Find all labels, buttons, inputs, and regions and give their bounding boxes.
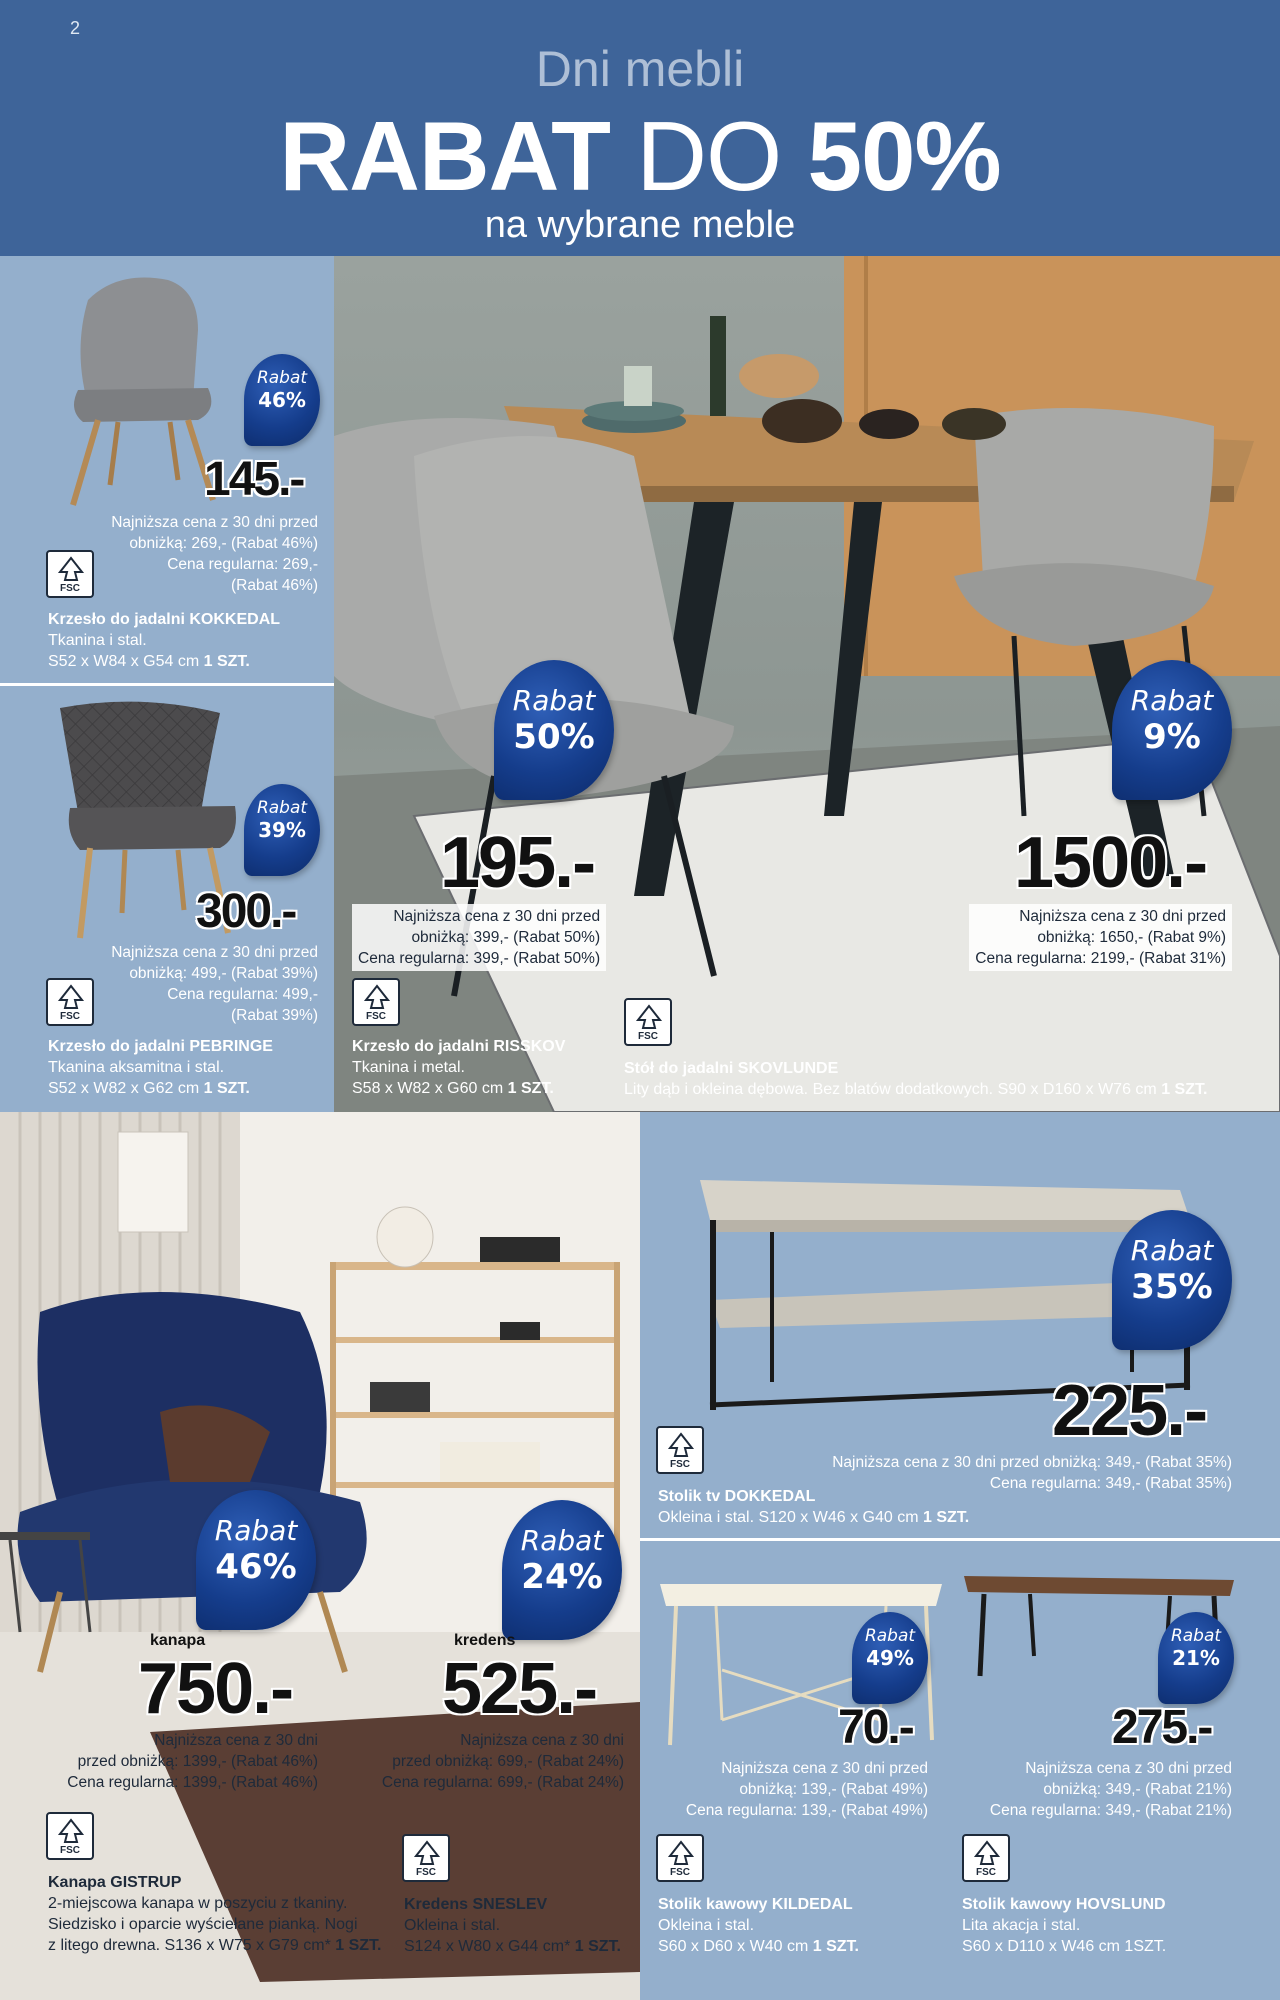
hovslund-price-note <box>952 1758 1232 1821</box>
fsc-label: FSC <box>976 1867 996 1878</box>
fsc-logo <box>624 998 672 1046</box>
product-qty: 1 SZT. <box>203 1080 250 1097</box>
badge-label: Rabat <box>1130 684 1214 717</box>
badge-value: 21% <box>1172 1646 1220 1670</box>
product-size: S124 x W80 x G44 cm* <box>404 1938 571 1955</box>
product-desc: Lita akacja i stal. <box>962 1917 1081 1934</box>
fsc-logo <box>46 1812 94 1860</box>
note-line: Najniższa cena z 30 dni przed <box>393 908 601 925</box>
header-headline <box>0 100 1280 213</box>
product-desc: Okleina i stal. S120 x W46 x G40 cm <box>658 1509 919 1526</box>
headline-value: 50% <box>807 101 1001 211</box>
kildedal-discount-badge <box>852 1612 928 1704</box>
note-line: Cena regularna: 399,- (Rabat 50%) <box>358 950 601 967</box>
note-line: (Rabat 39%) <box>230 1007 318 1024</box>
product-name: Stolik kawowy KILDEDAL <box>658 1896 853 1913</box>
pebringe-info <box>48 1036 273 1099</box>
note-line: Najniższa cena z 30 dni przed obniżką: 349,- (Rabat 35%) <box>832 1454 1232 1471</box>
skovlunde-info <box>624 1058 1207 1100</box>
fsc-label: FSC <box>670 1459 690 1470</box>
product-desc: Okleina i stal. <box>404 1917 501 1934</box>
note-line: Najniższa cena z 30 dni <box>154 1732 318 1749</box>
fsc-logo <box>46 978 94 1026</box>
product-qty: 1 SZT. <box>923 1509 970 1526</box>
note-line: Cena regularna: 499,- <box>167 986 318 1003</box>
product-name: Krzesło do jadalni KOKKEDAL <box>48 611 281 628</box>
kokkedal-price: 145.- <box>204 453 304 506</box>
note-line: (Rabat 46%) <box>230 577 318 594</box>
product-qty: 1 SZT. <box>1161 1081 1208 1098</box>
dokkedal-discount-badge <box>1112 1210 1232 1350</box>
gistrup-price: 750.- <box>138 1649 293 1729</box>
product-name: Krzesło do jadalni PEBRINGE <box>48 1038 273 1055</box>
product-name: Stół do jadalni SKOVLUNDE <box>624 1060 839 1077</box>
fsc-logo <box>962 1834 1010 1882</box>
risskov-info <box>352 1036 565 1099</box>
badge-value: 9% <box>1143 717 1201 757</box>
note-line: obniżką: 399,- (Rabat 50%) <box>411 929 601 946</box>
gistrup-discount-badge <box>196 1490 316 1630</box>
headline-strong: RABAT <box>279 101 611 211</box>
product-qty: 1 SZT. <box>812 1938 859 1955</box>
badge-label: Rabat <box>214 1514 298 1547</box>
gistrup-price-note <box>18 1730 318 1793</box>
note-line: Najniższa cena z 30 dni <box>460 1732 624 1749</box>
product-size: S58 x W82 x G60 cm <box>352 1080 504 1097</box>
skovlunde-price-note <box>969 904 1232 971</box>
hovslund-info <box>962 1894 1166 1957</box>
skovlunde-discount-badge <box>1112 660 1232 800</box>
product-desc: Lity dąb i okleina dębowa. Bez blatów dodatkowych. S90 x D160 x W76 cm <box>624 1081 1157 1098</box>
product-qty: 1 SZT. <box>203 653 250 670</box>
badge-value: 24% <box>521 1557 603 1597</box>
risskov-discount-badge <box>494 660 614 800</box>
product-desc: Tkanina aksamitna i stal. <box>48 1059 225 1076</box>
note-line: Najniższa cena z 30 dni przed <box>721 1760 928 1777</box>
fsc-logo <box>402 1834 450 1882</box>
kildedal-price-note <box>648 1758 928 1821</box>
product-name: Stolik kawowy HOVSLUND <box>962 1896 1166 1913</box>
note-line: obniżką: 1650,- (Rabat 9%) <box>1037 929 1226 946</box>
note-line: obniżką: 499,- (Rabat 39%) <box>129 965 318 982</box>
product-desc: Tkanina i stal. <box>48 632 147 649</box>
fsc-logo <box>656 1426 704 1474</box>
note-line: Cena regularna: 2199,- (Rabat 31%) <box>975 950 1226 967</box>
note-line: przed obniżką: 1399,- (Rabat 46%) <box>77 1753 318 1770</box>
badge-value: 46% <box>258 388 306 412</box>
badge-label: Rabat <box>864 1626 916 1646</box>
pebringe-price: 300.- <box>196 885 296 938</box>
badge-label: Rabat <box>1170 1626 1222 1646</box>
dokkedal-price: 225.- <box>1052 1371 1207 1451</box>
note-line: przed obniżką: 699,- (Rabat 24%) <box>392 1753 624 1770</box>
gistrup-tag: kanapa <box>150 1632 206 1649</box>
kokkedal-info <box>48 609 280 672</box>
badge-value: 49% <box>866 1646 914 1670</box>
badge-value: 46% <box>215 1547 297 1587</box>
fsc-label: FSC <box>416 1867 436 1878</box>
badge-value: 39% <box>258 818 306 842</box>
badge-label: Rabat <box>256 368 308 388</box>
kokkedal-discount-badge <box>244 354 320 446</box>
note-line: Cena regularna: 1399,- (Rabat 46%) <box>67 1774 318 1791</box>
fsc-label: FSC <box>60 1845 80 1856</box>
promo-header <box>0 0 1280 256</box>
kildedal-info <box>658 1894 859 1957</box>
fsc-label: FSC <box>366 1011 386 1022</box>
sneslev-price-note <box>324 1730 624 1793</box>
note-line: Cena regularna: 269,- <box>167 556 318 573</box>
product-desc: Tkanina i metal. <box>352 1059 465 1076</box>
badge-value: 50% <box>513 717 595 757</box>
page-number: 2 <box>70 18 81 38</box>
header-kicker: Dni mebli <box>535 41 745 97</box>
sneslev-price: 525.- <box>442 1649 597 1729</box>
note-line: Najniższa cena z 30 dni przed <box>111 514 318 531</box>
note-line: Cena regularna: 349,- (Rabat 21%) <box>989 1802 1232 1819</box>
fsc-logo <box>46 550 94 598</box>
gistrup-info <box>48 1872 381 1956</box>
product-qty: 1 SZT. <box>507 1080 554 1097</box>
product-desc: 2-miejscowa kanapa w poszyciu z tkaniny. <box>48 1895 348 1912</box>
product-name: Krzesło do jadalni RISSKOV <box>352 1038 566 1055</box>
kokkedal-chair-image[interactable] <box>48 270 228 510</box>
note-line: obniżką: 139,- (Rabat 49%) <box>739 1781 928 1798</box>
product-desc: Siedzisko i oparcie wyściełane pianką. Nogi <box>48 1916 358 1933</box>
badge-label: Rabat <box>520 1524 604 1557</box>
note-line: Cena regularna: 139,- (Rabat 49%) <box>685 1802 928 1819</box>
fsc-label: FSC <box>60 1011 80 1022</box>
kokkedal-price-note <box>58 512 318 596</box>
risskov-price-note <box>352 904 606 971</box>
note-line: Cena regularna: 349,- (Rabat 35%) <box>989 1475 1232 1492</box>
hovslund-discount-badge <box>1158 1612 1234 1704</box>
risskov-price: 195.- <box>440 823 595 903</box>
product-name: Kanapa GISTRUP <box>48 1874 182 1891</box>
sneslev-tag: kredens <box>454 1632 516 1649</box>
product-desc: z litego drewna. S136 x W75 x G79 cm* <box>48 1937 331 1954</box>
fsc-label: FSC <box>638 1031 658 1042</box>
panel-divider <box>0 683 334 686</box>
note-line: Najniższa cena z 30 dni przed <box>1019 908 1226 925</box>
badge-value: 35% <box>1131 1267 1213 1307</box>
sneslev-discount-badge <box>502 1500 622 1640</box>
product-name: Kredens SNESLEV <box>404 1896 548 1913</box>
fsc-label: FSC <box>670 1867 690 1878</box>
note-line: obniżką: 349,- (Rabat 21%) <box>1043 1781 1232 1798</box>
pebringe-discount-badge <box>244 784 320 876</box>
product-name: Stolik tv DOKKEDAL <box>658 1488 816 1505</box>
product-size: S52 x W82 x G62 cm <box>48 1080 200 1097</box>
note-line: Cena regularna: 699,- (Rabat 24%) <box>381 1774 624 1791</box>
fsc-logo <box>352 978 400 1026</box>
product-size: S60 x D60 x W40 cm <box>658 1938 809 1955</box>
header-subtitle: na wybrane meble <box>484 204 796 246</box>
note-line: obniżką: 269,- (Rabat 46%) <box>129 535 318 552</box>
product-qty: 1 SZT. <box>335 1937 382 1954</box>
pebringe-price-note <box>58 942 318 1026</box>
kildedal-price: 70.- <box>838 1701 913 1754</box>
dokkedal-info <box>658 1486 969 1528</box>
product-qty: 1 SZT. <box>574 1938 621 1955</box>
sneslev-info <box>404 1894 621 1957</box>
product-size: S52 x W84 x G54 cm <box>48 653 200 670</box>
skovlunde-price: 1500.- <box>1014 823 1207 903</box>
hovslund-price: 275.- <box>1112 1701 1212 1754</box>
product-size: S60 x D110 x W46 cm 1SZT. <box>962 1938 1167 1955</box>
badge-label: Rabat <box>256 798 308 818</box>
fsc-logo <box>656 1834 704 1882</box>
fsc-label: FSC <box>60 583 80 594</box>
note-line: Najniższa cena z 30 dni przed <box>1025 1760 1232 1777</box>
product-desc: Okleina i stal. <box>658 1917 755 1934</box>
badge-label: Rabat <box>1130 1234 1214 1267</box>
headline-thin: DO <box>636 101 782 211</box>
badge-label: Rabat <box>512 684 596 717</box>
note-line: Najniższa cena z 30 dni przed <box>111 944 318 961</box>
